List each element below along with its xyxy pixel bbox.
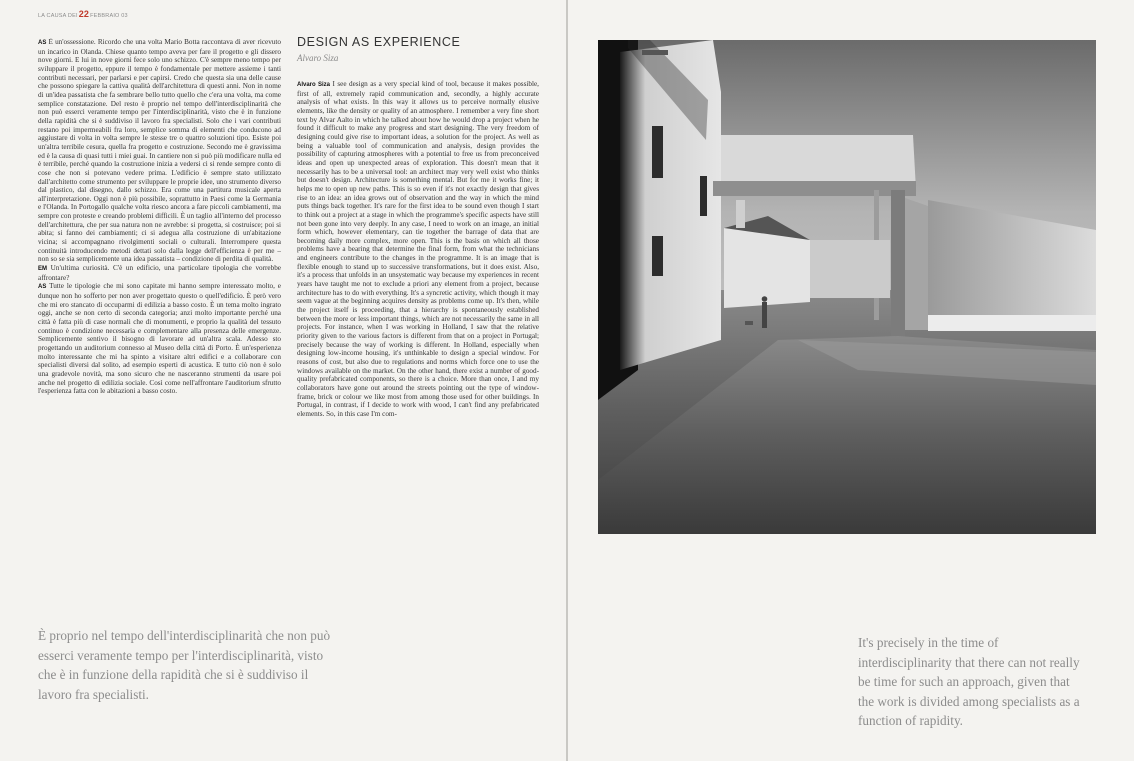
building-photo-icon — [598, 40, 1096, 534]
question-text: Un'ultima curiosità. C'è un edificio, una particolare tipologia che vorrebbe affrontare? — [38, 264, 281, 282]
italian-question — [38, 264, 281, 282]
italian-paragraph-1 — [38, 38, 281, 264]
speaker-label: Alvaro Siza — [297, 82, 331, 88]
speaker-label: EM — [38, 266, 47, 273]
italian-column — [38, 38, 281, 538]
italian-paragraph-2 — [38, 282, 281, 396]
paragraph-text: È un'ossessione. Ricordo che una volta Mario Botta raccontava di aver ricevuto un incarico in Olanda. Chiese quanto tempo aveva per fare il progetto e gli dissero nove giorni. E lui in nove giorni fece solo uno schizzo. C'è sempre meno tempo per sviluppare il progetto, eppure il tempo è fondamentale per mettere assieme i tanti contributi necessari, per parlarsi e per capirsi. Credo che questa sia una delle cause che possono spiegare la cattiva qualità dell'architettura di questi anni. Non in nome di un'idea passatista che fa sembrare bello tutto quello che c'era una volta, ma come semplice constatazione. Del resto è proprio nel tempo dell'interdisciplinarità che non può esserci veramente tempo per l'interdisciplinarità, visto che è in funzione della rapidità che si è suddiviso il lavoro fra specialisti. Solo che i vari contributi restano poi impermeabili fra loro, semplice somma di elementi che conducono ad aggiustare di volta in volta sempre le stesse tre o quattro soluzioni tipo. Esiste poi un'altra terribile cesura, quella fra progetto e costruzione. Secondo me è gravissima ed è la causa di quasi tutti i miei guai. In cantiere non si può più modificare nulla ed è terribile, perché quando la costruzione inizia a vedersi ci si rende sempre conto di cose che non si potevano vedere prima. L'edificio è sempre stato utilizzato dall'architetto come strumento per sviluppare le proprie idee, uno strumento diverso dal plastico, dal disegno, dallo schizzo. Era come una partitura musicale aperta all'interpretazione. Oggi non è più possibile, soprattutto in Paesi come la Germania e l'Olanda. In Portogallo qualche volta riesco ancora a fare piccoli cambiamenti, ma sempre con proteste e creando problemi difficili. È un taglio all'interno del processo dell'architettura, che per sua natura non ne avrebbe: si progetta, si costruisce; poi si abita; si fanno dei cambiamenti; ci si adegua alla costruzione di un'abitazione vicina; si accompagnano rivolgimenti sociali o culturali. Interrompere questa continuità introducendo metodi dettati solo dalla legge dell'efficienza è per me – non so se sia semplicemente una idea passatista – condizione di perdita di qualità. — [38, 38, 281, 264]
pullquote-italian: È proprio nel tempo dell'interdisciplinarità che non può esserci veramente tempo per l'interdisciplinarità, visto che è in funzione della rapidità che si è suddiviso il lavoro fra specialisti. — [38, 628, 331, 702]
speaker-label: AS — [38, 40, 47, 46]
pullquote-english: It's precisely in the time of interdisciplinarity that there can not really be time for such an approach, given that the work is divided among specialists as a function of rapidity. — [858, 635, 1080, 728]
page-header — [38, 9, 128, 19]
article-title: DESIGN AS EXPERIENCE — [297, 35, 461, 49]
paragraph-text: I see design as a very special kind of tool, because it makes possible, first of all, extremely rapid communication and, secondly, a highly accurate analysis of what exists. In this way it allows us to perceive normally elusive elements, like the density or quality of an atmosphere. I remember a very fine short text by Alvar Aalto in which he talked about how he would drop a project when he found it difficult to make any progress and start designing. The very freedom of designing could give rise to important ideas, a solution for the project. As well as being a valuable tool of communication and analysis, design provides the possibility of capturing atmospheres with a potential to free us from preconceived ideas and open up unexpected areas of exploration. This doesn't mean that it necessarily has to be a universal tool: an architect may very well exist who thinks but doesn't design. Architecture is something mental. But for me it works fine; it helps me to open up new paths. This is so even if it's not exactly design that gives rise to an idea: an idea grows out of observation and the way in which the mind puts things back together. It's rare for the first idea to be sound even though I start to think out a project at a stage in which the programme's specific aspects have still not been gone into very deeply. In any case, I need to work on an image, an initial form which, however elementary, can tie together the barrage of data that are becoming daily more complex, more open. This is the basis on which all those problems have a bearing that determine the final form, from what the technicians and engineers contribute to the changes in the programme. It is an image that is flexible enough to stand up to successive transformations, but it does exist. Also, it's a process that unfolds in an unsystematic way because my experiences in recent years have taught me not to exclude a priori any element from a project, because architecture has to do with everything. It's a syncretic activity, which though it may seem vague at the beginning acquires density as problems come up. It's then, while the project itself is proceeding, that a hierarchy is spontaneously established between the more or less important things, which are not necessarily the same in all projects. For instance, when I was working in Holland, I saw that the relative priority given to the various factors is different from that on a project in Portugal; precisely because the way of working is different. In Holland, especially when designing low-income housing, it's unthinkable to design a special window. For reasons of cost, but also due to regulations and norms which force one to use the windows available on the market. On the other hand, there exist a number of good-quality prefabricated components, so there is a choice. More than once, I and my collaborators have gone out around the streets pointing out the type of window-frame, brick or colour we like most from among those used for other buildings. In Portugal, in contrast, if I decide to work with wood, I can't find any prefabricated elements. So, in this case I'm com- — [297, 80, 539, 418]
left-page — [0, 0, 566, 761]
speaker-label: AS — [38, 284, 47, 291]
article-author: Alvaro Siza — [297, 53, 339, 63]
header-right: FEBBRAIO 03 — [90, 13, 128, 19]
paragraph-text: Tutte le tipologie che mi sono capitate mi hanno sempre interessato molto, e dunque non ho sofferto per non aver progettato questo o quell'edificio. È però vero che mi ero stancato di occuparmi di edilizia a basso costo. È un tema molto ingrato oggi, anche se non certo di seconda categoria; anzi molto importante perché una città è fatta più di case normali che di monumenti, e proprio la qualità del tessuto continuo è condizione necessaria e complementare alla presenza delle emergenze. Semplicemente sentivo il bisogno di lavorare ad un'altra scala. Adesso sto progettando un auditorium connesso al Museo della città di Porto. È un'esperienza molto interessante che mi ha spinto a visitare altri edifici e a collaborare con specialisti diversi dal solito, ad esempio esperti di acustica. E tutto ciò non è solo una gradevole novità, ma sono sicuro che ne nasceranno strumenti da usare poi anche nel progetto di edilizia sociale. Così come nell'affrontare l'auditorium sfrutto l'esperienza fatta con le abitazioni a basso costo. — [38, 282, 281, 396]
header-left: LA CAUSA DEI — [38, 13, 78, 19]
english-paragraph — [297, 80, 539, 419]
english-column — [297, 80, 539, 540]
page-number: 22 — [78, 9, 90, 19]
